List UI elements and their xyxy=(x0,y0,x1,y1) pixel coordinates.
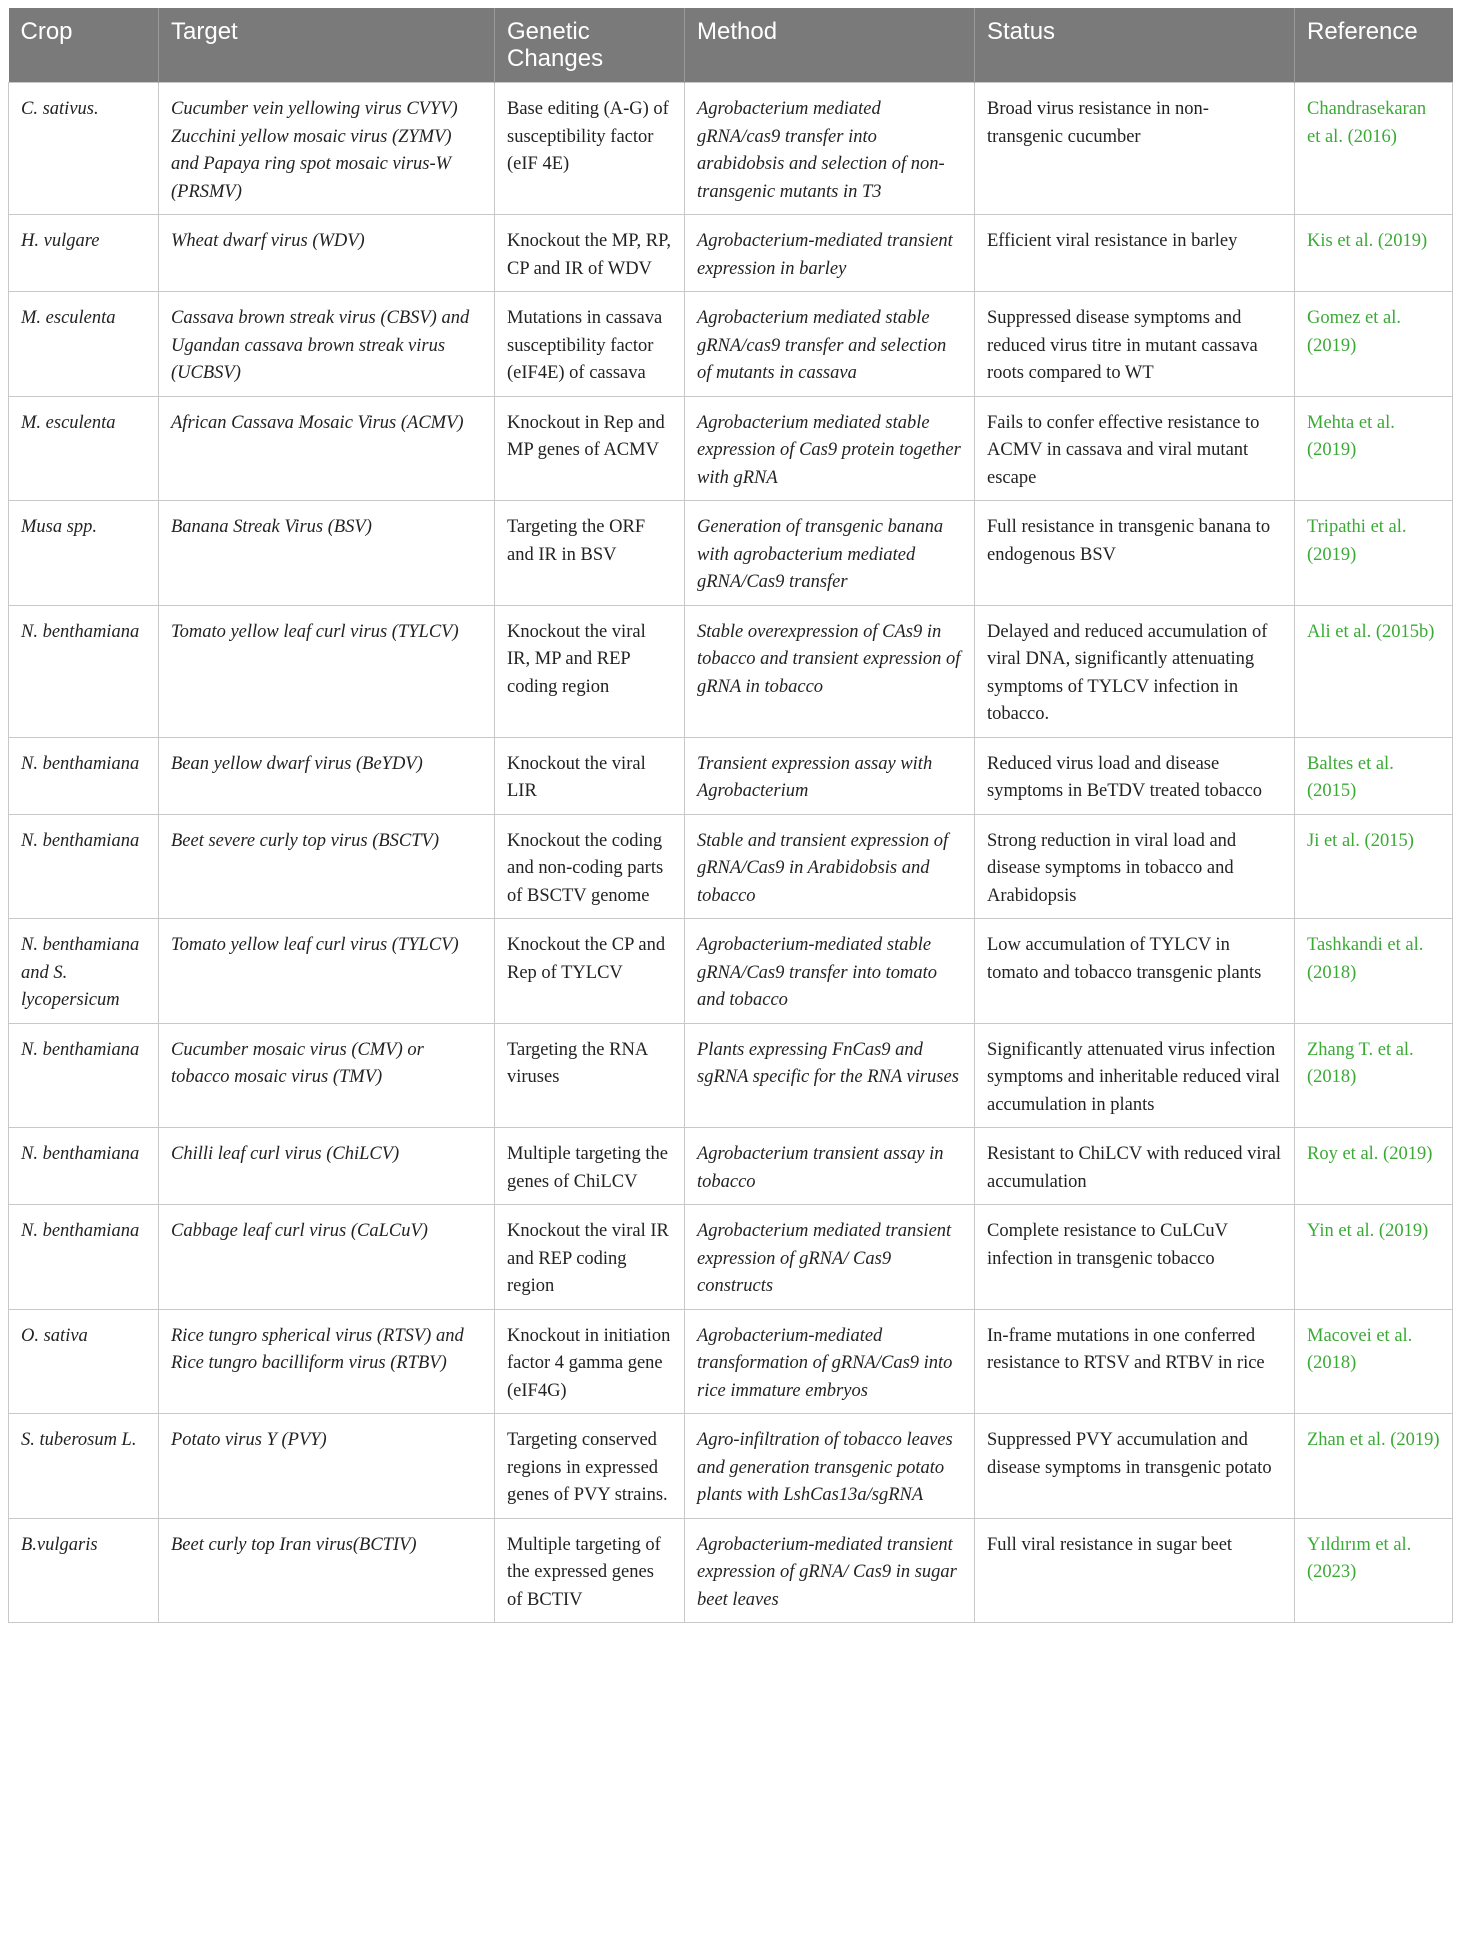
status-cell: Efficient viral resistance in barley xyxy=(975,215,1295,292)
header-row xyxy=(9,8,1453,83)
header-reference: Reference xyxy=(1295,8,1453,83)
table-row xyxy=(9,814,1453,919)
target-cell: Tomato yellow leaf curl virus (TYLCV) xyxy=(159,919,495,1024)
reference-link[interactable]: Mehta et al. (2019) xyxy=(1295,396,1453,501)
genetic-changes-cell: Knockout the CP and Rep of TYLCV xyxy=(495,919,685,1024)
status-cell: Low accumulation of TYLCV in tomato and tobacco transgenic plants xyxy=(975,919,1295,1024)
table-row xyxy=(9,1309,1453,1414)
target-cell: Chilli leaf curl virus (ChiLCV) xyxy=(159,1128,495,1205)
status-cell: Full resistance in transgenic banana to endogenous BSV xyxy=(975,501,1295,606)
table-row xyxy=(9,737,1453,814)
target-cell: Banana Streak Virus (BSV) xyxy=(159,501,495,606)
table-header xyxy=(9,8,1453,83)
method-cell: Agrobacterium transient assay in tobacco xyxy=(685,1128,975,1205)
genetic-changes-cell: Knockout in Rep and MP genes of ACMV xyxy=(495,396,685,501)
table-row xyxy=(9,1128,1453,1205)
status-cell: Reduced virus load and disease symptoms in BeTDV treated tobacco xyxy=(975,737,1295,814)
genetic-changes-cell: Targeting conserved regions in expressed genes of PVY strains. xyxy=(495,1414,685,1519)
table-row xyxy=(9,1414,1453,1519)
genetic-changes-cell: Multiple targeting of the expressed genes of BCTIV xyxy=(495,1518,685,1623)
genetic-changes-cell: Knockout the viral IR and REP coding region xyxy=(495,1205,685,1310)
reference-link[interactable]: Ji et al. (2015) xyxy=(1295,814,1453,919)
reference-link[interactable]: Macovei et al. (2018) xyxy=(1295,1309,1453,1414)
crop-cell: C. sativus. xyxy=(9,83,159,215)
target-cell: Cassava brown streak virus (CBSV) and Ugandan cassava brown streak virus (UCBSV) xyxy=(159,292,495,397)
status-cell: Fails to confer effective resistance to ACMV in cassava and viral mutant escape xyxy=(975,396,1295,501)
method-cell: Stable overexpression of CAs9 in tobacco and transient expression of gRNA in tobacco xyxy=(685,605,975,737)
table-body xyxy=(9,83,1453,1623)
genetic-changes-cell: Knockout the coding and non-coding parts of BSCTV genome xyxy=(495,814,685,919)
method-cell: Agro-infiltration of tobacco leaves and generation transgenic potato plants with LshCas13a/sgRNA xyxy=(685,1414,975,1519)
table-row xyxy=(9,605,1453,737)
method-cell: Agrobacterium mediated gRNA/cas9 transfer into arabidobsis and selection of non-transgenic mutants in T3 xyxy=(685,83,975,215)
method-cell: Agrobacterium mediated stable expression of Cas9 protein together with gRNA xyxy=(685,396,975,501)
table-row xyxy=(9,919,1453,1024)
table-row xyxy=(9,1518,1453,1623)
table-container xyxy=(8,8,1452,1623)
reference-link[interactable]: Gomez et al. (2019) xyxy=(1295,292,1453,397)
header-target: Target xyxy=(159,8,495,83)
header-crop: Crop xyxy=(9,8,159,83)
target-cell: Rice tungro spherical virus (RTSV) and Rice tungro bacilliform virus (RTBV) xyxy=(159,1309,495,1414)
method-cell: Stable and transient expression of gRNA/Cas9 in Arabidobsis and tobacco xyxy=(685,814,975,919)
reference-link[interactable]: Tripathi et al. (2019) xyxy=(1295,501,1453,606)
crop-cell: M. esculenta xyxy=(9,292,159,397)
genetic-changes-cell: Multiple targeting the genes of ChiLCV xyxy=(495,1128,685,1205)
crop-cell: M. esculenta xyxy=(9,396,159,501)
crop-cell: N. benthamiana xyxy=(9,1128,159,1205)
reference-link[interactable]: Yin et al. (2019) xyxy=(1295,1205,1453,1310)
genetic-changes-cell: Mutations in cassava susceptibility factor (eIF4E) of cassava xyxy=(495,292,685,397)
reference-link[interactable]: Zhang T. et al. (2018) xyxy=(1295,1023,1453,1128)
reference-link[interactable]: Tashkandi et al. (2018) xyxy=(1295,919,1453,1024)
genetic-changes-cell: Knockout the viral LIR xyxy=(495,737,685,814)
crop-cell: S. tuberosum L. xyxy=(9,1414,159,1519)
crop-cell: Musa spp. xyxy=(9,501,159,606)
crop-cell: N. benthamiana xyxy=(9,1205,159,1310)
target-cell: Bean yellow dwarf virus (BeYDV) xyxy=(159,737,495,814)
reference-link[interactable]: Yıldırım et al. (2023) xyxy=(1295,1518,1453,1623)
table-row xyxy=(9,1205,1453,1310)
table-row xyxy=(9,396,1453,501)
status-cell: Full viral resistance in sugar beet xyxy=(975,1518,1295,1623)
status-cell: Strong reduction in viral load and disease symptoms in tobacco and Arabidopsis xyxy=(975,814,1295,919)
genetic-changes-cell: Knockout the viral IR, MP and REP coding region xyxy=(495,605,685,737)
target-cell: Cabbage leaf curl virus (CaLCuV) xyxy=(159,1205,495,1310)
status-cell: Resistant to ChiLCV with reduced viral accumulation xyxy=(975,1128,1295,1205)
target-cell: Beet curly top Iran virus(BCTIV) xyxy=(159,1518,495,1623)
table-row xyxy=(9,501,1453,606)
genetic-changes-cell: Targeting the RNA viruses xyxy=(495,1023,685,1128)
crop-cell: H. vulgare xyxy=(9,215,159,292)
crop-cell: N. benthamiana xyxy=(9,1023,159,1128)
crop-cell: N. benthamiana xyxy=(9,737,159,814)
target-cell: Tomato yellow leaf curl virus (TYLCV) xyxy=(159,605,495,737)
method-cell: Agrobacterium-mediated stable gRNA/Cas9 transfer into tomato and tobacco xyxy=(685,919,975,1024)
reference-link[interactable]: Zhan et al. (2019) xyxy=(1295,1414,1453,1519)
method-cell: Agrobacterium mediated transient expression of gRNA/ Cas9 constructs xyxy=(685,1205,975,1310)
table-row xyxy=(9,215,1453,292)
crop-cell: O. sativa xyxy=(9,1309,159,1414)
crop-cell: N. benthamiana and S. lycopersicum xyxy=(9,919,159,1024)
status-cell: Complete resistance to CuLCuV infection in transgenic tobacco xyxy=(975,1205,1295,1310)
table-row xyxy=(9,83,1453,215)
reference-link[interactable]: Chandrasekaran et al. (2016) xyxy=(1295,83,1453,215)
status-cell: Suppressed PVY accumulation and disease symptoms in transgenic potato xyxy=(975,1414,1295,1519)
genetic-changes-cell: Targeting the ORF and IR in BSV xyxy=(495,501,685,606)
target-cell: African Cassava Mosaic Virus (ACMV) xyxy=(159,396,495,501)
header-status: Status xyxy=(975,8,1295,83)
crop-cell: N. benthamiana xyxy=(9,605,159,737)
status-cell: In-frame mutations in one conferred resistance to RTSV and RTBV in rice xyxy=(975,1309,1295,1414)
reference-link[interactable]: Ali et al. (2015b) xyxy=(1295,605,1453,737)
reference-link[interactable]: Kis et al. (2019) xyxy=(1295,215,1453,292)
table-row xyxy=(9,292,1453,397)
target-cell: Cucumber mosaic virus (CMV) or tobacco mosaic virus (TMV) xyxy=(159,1023,495,1128)
status-cell: Suppressed disease symptoms and reduced virus titre in mutant cassava roots compared to WT xyxy=(975,292,1295,397)
virus-resistance-table xyxy=(8,8,1453,1623)
target-cell: Cucumber vein yellowing virus CVYV) Zucchini yellow mosaic virus (ZYMV) and Papaya ring spot mosaic virus-W (PRSMV) xyxy=(159,83,495,215)
genetic-changes-cell: Knockout the MP, RP, CP and IR of WDV xyxy=(495,215,685,292)
method-cell: Agrobacterium-mediated transient expression in barley xyxy=(685,215,975,292)
method-cell: Agrobacterium mediated stable gRNA/cas9 transfer and selection of mutants in cassava xyxy=(685,292,975,397)
reference-link[interactable]: Baltes et al. (2015) xyxy=(1295,737,1453,814)
crop-cell: N. benthamiana xyxy=(9,814,159,919)
method-cell: Plants expressing FnCas9 and sgRNA specific for the RNA viruses xyxy=(685,1023,975,1128)
status-cell: Broad virus resistance in non-transgenic cucumber xyxy=(975,83,1295,215)
method-cell: Generation of transgenic banana with agrobacterium mediated gRNA/Cas9 transfer xyxy=(685,501,975,606)
header-method: Method xyxy=(685,8,975,83)
method-cell: Agrobacterium-mediated transient expression of gRNA/ Cas9 in sugar beet leaves xyxy=(685,1518,975,1623)
status-cell: Significantly attenuated virus infection symptoms and inheritable reduced viral accumulation in plants xyxy=(975,1023,1295,1128)
table-row xyxy=(9,1023,1453,1128)
target-cell: Beet severe curly top virus (BSCTV) xyxy=(159,814,495,919)
genetic-changes-cell: Base editing (A-G) of susceptibility factor (eIF 4E) xyxy=(495,83,685,215)
status-cell: Delayed and reduced accumulation of viral DNA, significantly attenuating symptoms of TYLCV infection in tobacco. xyxy=(975,605,1295,737)
method-cell: Transient expression assay with Agrobacterium xyxy=(685,737,975,814)
target-cell: Wheat dwarf virus (WDV) xyxy=(159,215,495,292)
target-cell: Potato virus Y (PVY) xyxy=(159,1414,495,1519)
crop-cell: B.vulgaris xyxy=(9,1518,159,1623)
header-genetic-changes: Genetic Changes xyxy=(495,8,685,83)
genetic-changes-cell: Knockout in initiation factor 4 gamma gene (eIF4G) xyxy=(495,1309,685,1414)
reference-link[interactable]: Roy et al. (2019) xyxy=(1295,1128,1453,1205)
method-cell: Agrobacterium-mediated transformation of gRNA/Cas9 into rice immature embryos xyxy=(685,1309,975,1414)
